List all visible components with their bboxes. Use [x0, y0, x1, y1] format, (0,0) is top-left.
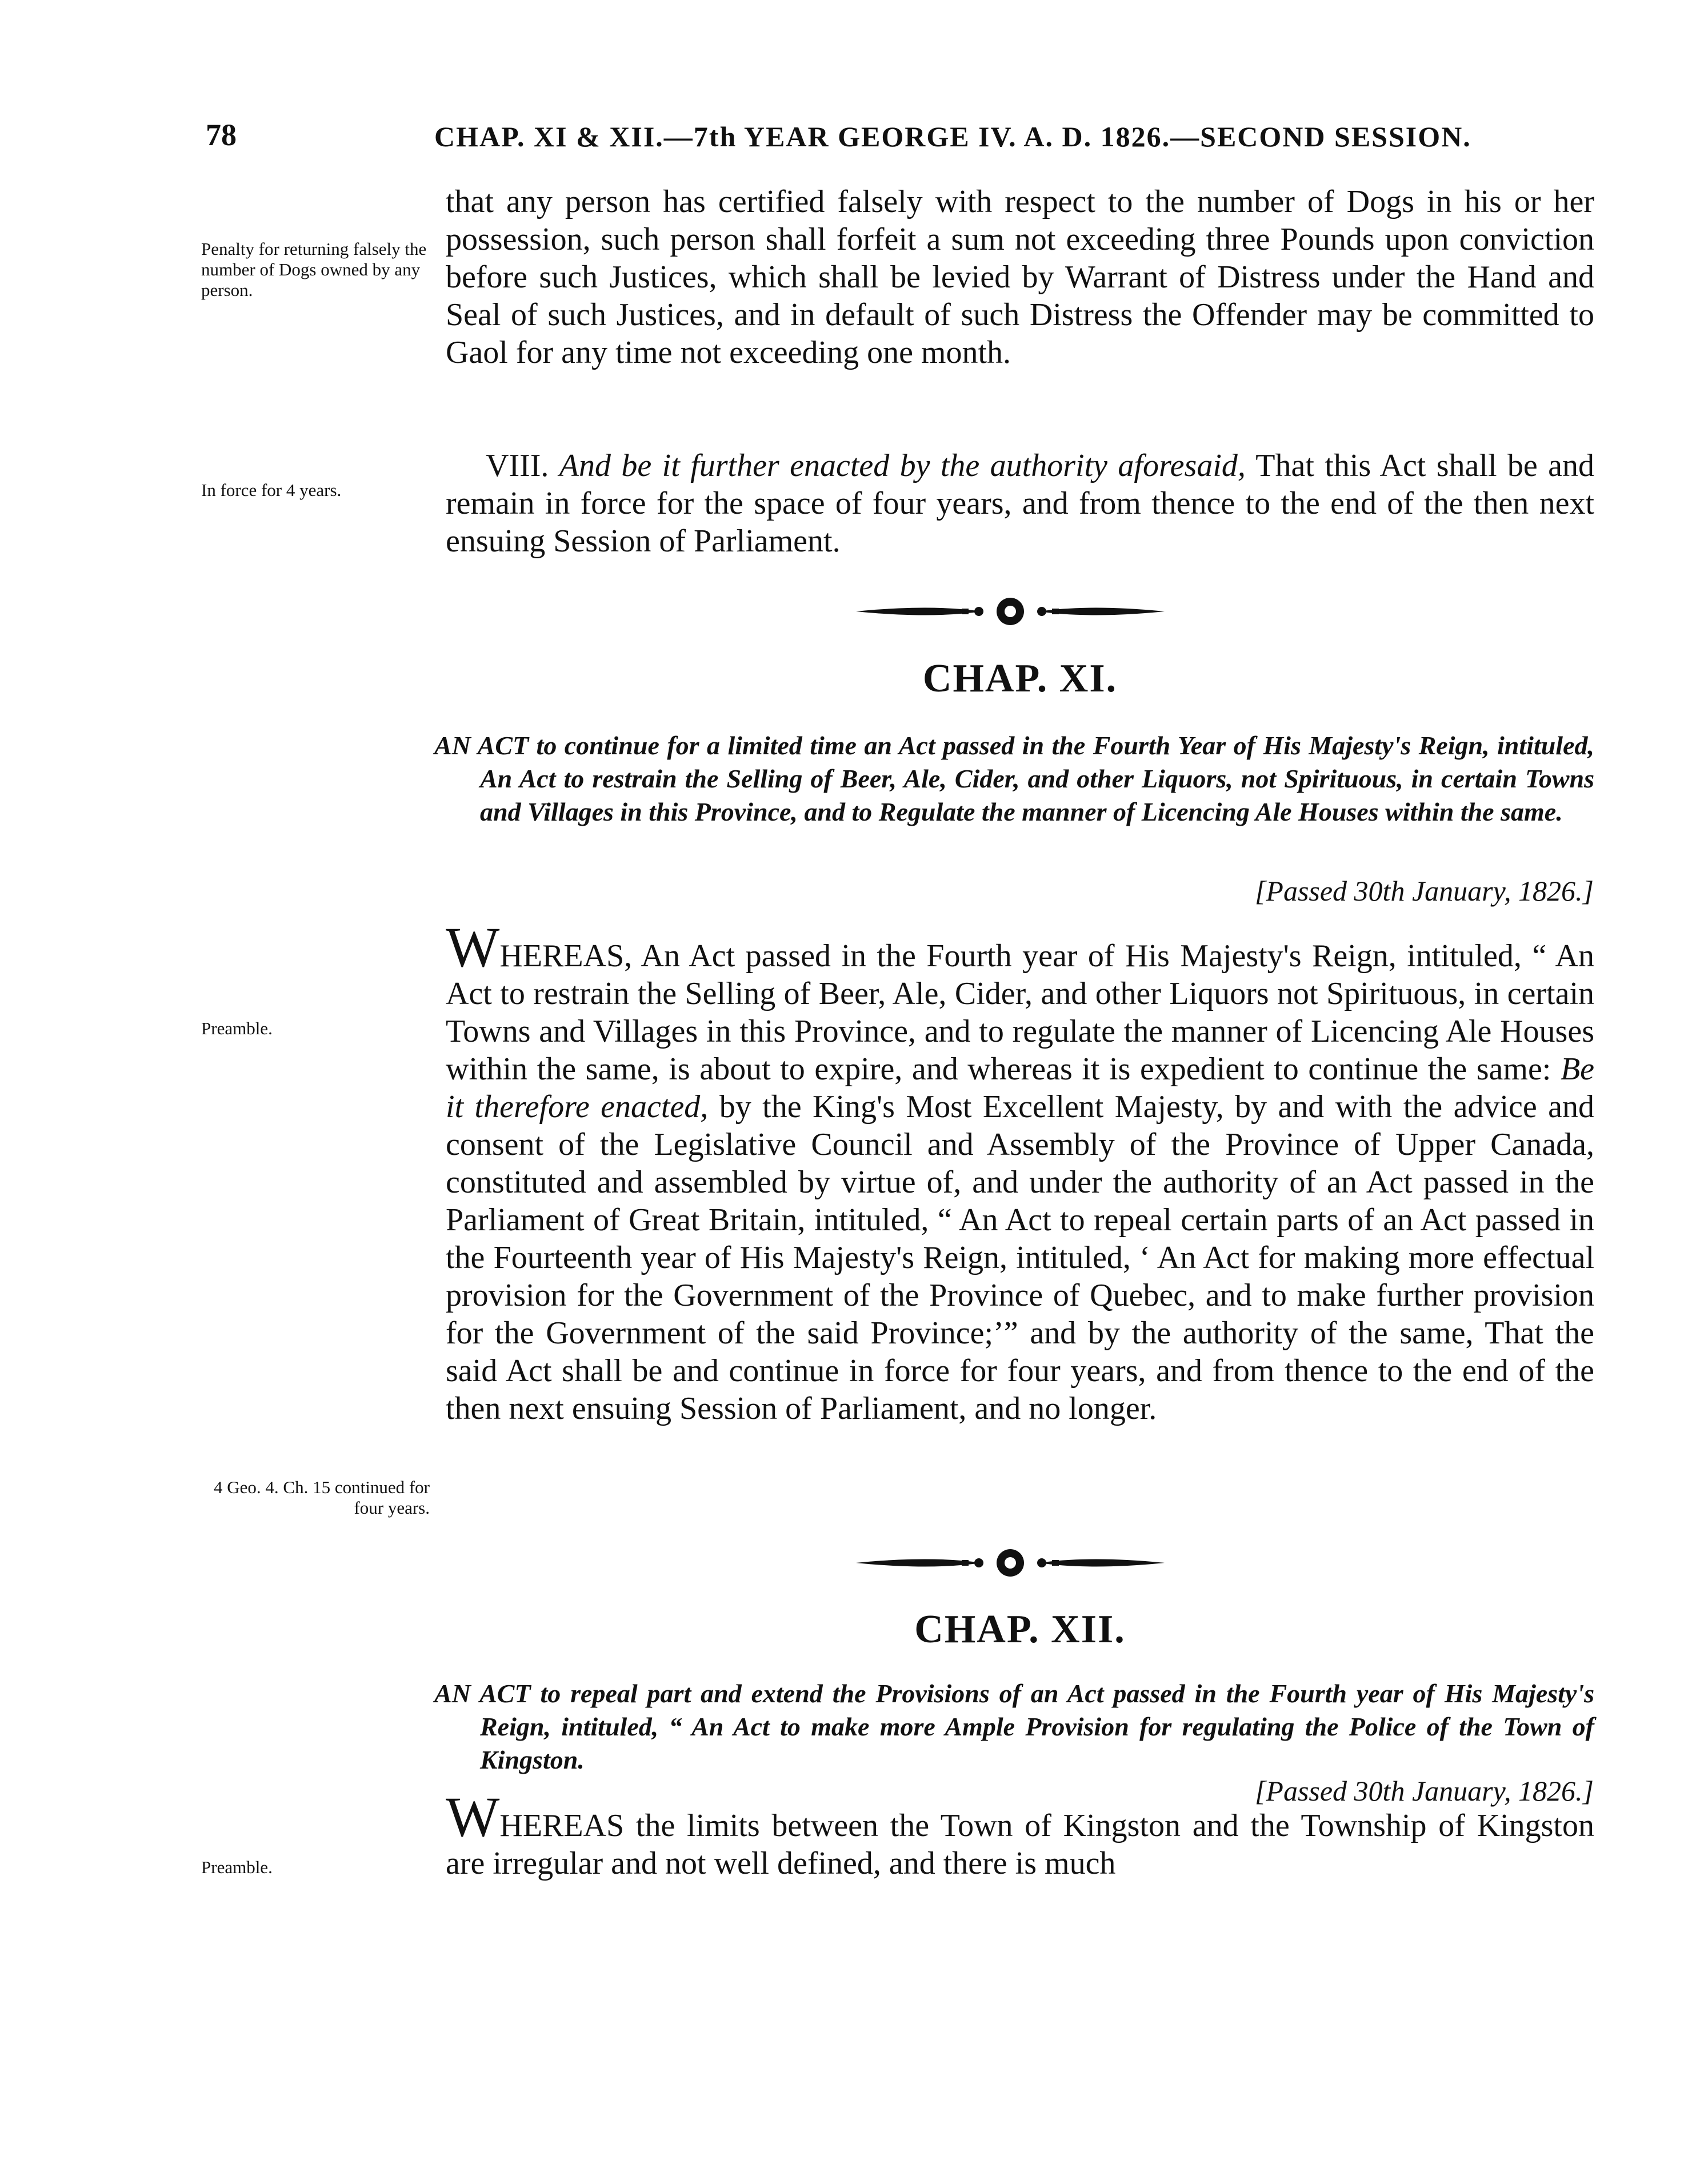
margin-note-penalty: Penalty for returning falsely the number of Dogs owned by any person. [201, 239, 427, 300]
margin-note-in-force: In force for 4 years. [201, 480, 342, 500]
chapter-title: CHAP. XI. [922, 657, 1118, 701]
text-part-a: HEREAS, An Act passed in the Fourth year of His Majesty's Reign, intituled, “ An Act to restrain the Selling of Beer, Ale, Cider, and other Liquors not Spirituous, in certain Towns and Villages in this Province, and to regulate the manner of Licencing Ale Houses within the same, is about to expire, and whereas it is expedient to continue the same: [446, 938, 1594, 1087]
drop-cap: W [446, 1785, 500, 1849]
enacting-clause: Be it therefore enacted, [446, 1051, 1594, 1125]
act-title: AN ACT to repeal part and extend the Provisions of an Act passed in the Fourth year of His Majesty's Reign, intituled, “ An Act to make more Ample Provision for regulating the Police of the Town of Kingston. [434, 1679, 1594, 1774]
ornament-divider-icon [850, 1543, 1170, 1583]
act-title: AN ACT to continue for a limited time an Act passed in the Fourth Year of His Majesty's Reign, intituled, An Act to restrain the Selling of Beer, Ale, Cider, and other Liquors, not Spirituous, in certain Towns and Villages in this Province, and to Regulate the manner of Licencing Ale Houses within the same. [434, 731, 1594, 826]
text-part-b: by the King's Most Excellent Majesty, by and with the advice and consent of the Legislative Council and Assembly of the Province of Upper Canada, constituted and assembled by virtue of, and under the authority of an Act passed in the Parliament of Great Britain, intituled, “ An Act to repeal certain parts of an Act passed in the Fourteenth year of His Majesty's Reign, intituled, ‘ An Act for making more effectual provision for the Government of the Province of Quebec, and to make further provision for the Government of the said Province;’” and by the authority of the same, That the said Act shall be and continue in force for four years, and from thence to the end of the then next ensuing Session of Parliament, and no longer. [446, 1089, 1595, 1426]
passed-date: [Passed 30th January, 1826.] [1254, 1775, 1594, 1807]
margin-note-preamble: Preamble. [201, 1018, 273, 1038]
drop-cap: W [446, 915, 500, 979]
text: HEREAS the limits between the Town of Kingston and the Township of Kingston are irregular and not well defined, and there is much [446, 1808, 1594, 1881]
enacting-clause: And be it further enacted by the authority aforesaid, [559, 448, 1246, 483]
running-head: CHAP. XI & XII.—7th YEAR GEORGE IV. A. D. 1826.—SECOND SESSION. [434, 121, 1471, 153]
ornament-divider-icon [850, 591, 1170, 631]
section-vii-text [446, 183, 1594, 371]
section-numeral: VIII. [486, 448, 549, 483]
page-number: 78 [206, 118, 237, 152]
paragraph [446, 447, 1594, 560]
section-viii [446, 447, 1594, 560]
margin-note-geo-continued: 4 Geo. 4. Ch. 15 continued for four years. [214, 1477, 430, 1518]
passed-date: [Passed 30th January, 1826.] [1254, 875, 1594, 907]
chapter-title: CHAP. XII. [914, 1607, 1126, 1651]
paragraph: that any person has certified falsely with respect to the number of Dogs in his or her possession, such person shall forfeit a sum not exceeding three Pounds upon conviction before such Justices, which shall be levied by Warrant of Distress under the Hand and Seal of such Justices, and in default of such Distress the Offender may be committed to Gaol for any time not exceeding one month. [446, 184, 1594, 370]
section-text: That this Act shall be and remain in force for the space of four years, and from thence to the end of the then next ensuing Session of Parliament. [446, 448, 1595, 559]
paragraph [446, 915, 1595, 1427]
chapter-xi-preamble [446, 915, 1595, 1427]
margin-note-preamble-2: Preamble. [201, 1857, 273, 1877]
